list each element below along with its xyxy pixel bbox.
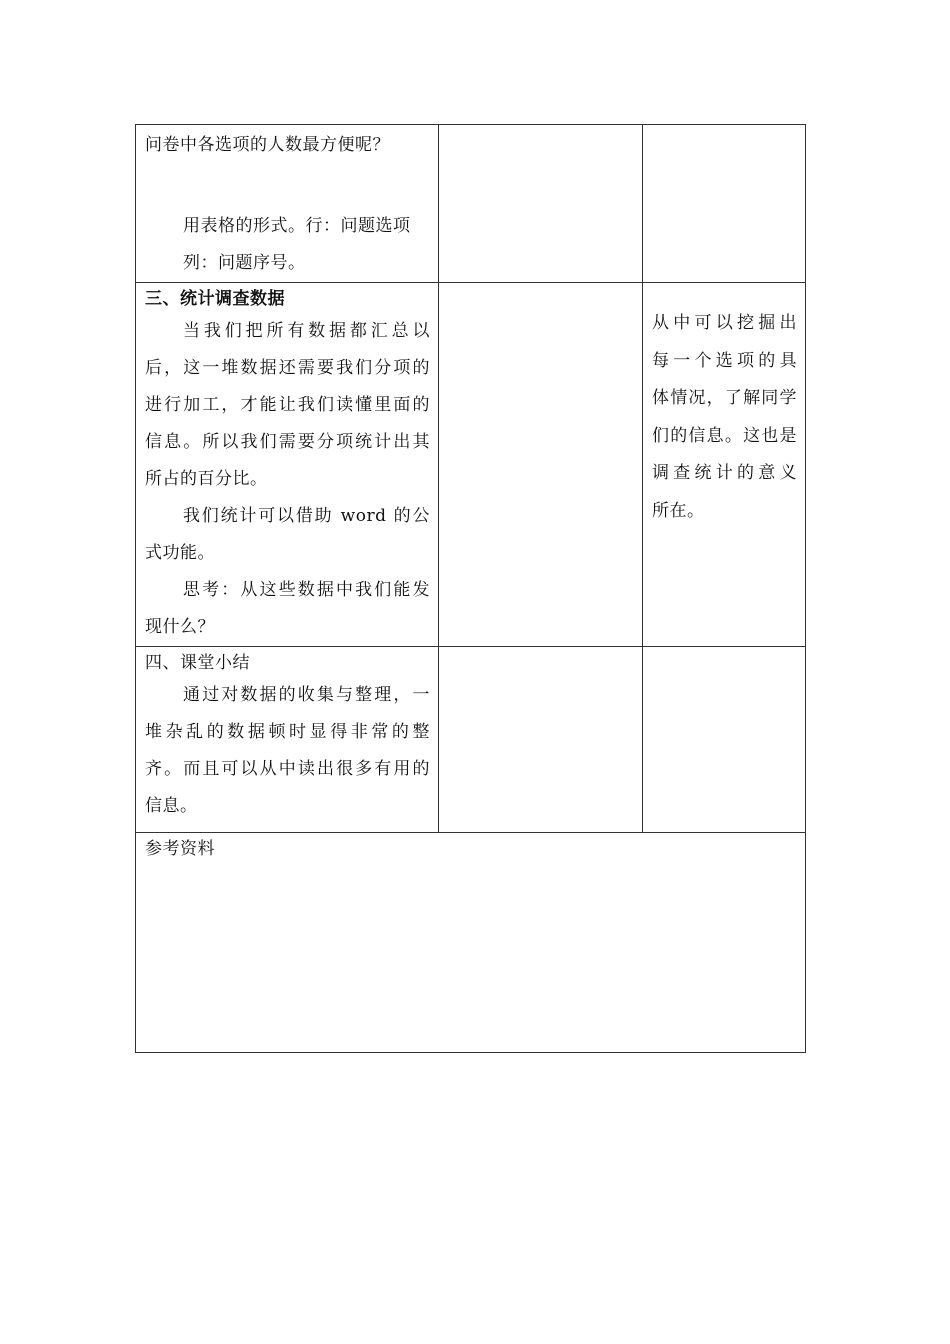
section-heading: 四、课堂小结 — [145, 653, 250, 673]
empty-cell — [643, 125, 806, 283]
table-row — [136, 833, 806, 1053]
text-line: 列：问题序号。 — [183, 253, 306, 273]
note-cell — [643, 283, 806, 647]
text-line: 我们统计可以借助 word 的公 — [183, 506, 430, 526]
text-line: 问卷中各选项的人数最方便呢？ — [145, 135, 390, 155]
note-line: 们的信息。这也是 — [652, 425, 797, 446]
text-line: 后，这一堆数据还需要我们分项的 — [145, 358, 430, 378]
text-line: 进行加工，才能让我们读懂里面的 — [145, 395, 430, 415]
content-cell — [136, 283, 439, 647]
text-line: 用表格的形式。行：问题选项 — [183, 216, 411, 236]
text-line: 齐。而且可以从中读出很多有用的 — [145, 759, 430, 779]
empty-cell — [439, 125, 643, 283]
text-line: 通过对数据的收集与整理，一 — [183, 685, 430, 705]
text-line: 信息。 — [145, 796, 198, 816]
empty-cell — [439, 647, 643, 833]
note-line: 调查统计的意义 — [652, 463, 797, 483]
text-line: 信息。所以我们需要分项统计出其 — [145, 432, 430, 452]
note-line: 每一个选项的具 — [652, 350, 797, 371]
section-heading: 三、统计调查数据 — [145, 289, 285, 309]
text-line: 式功能。 — [145, 543, 215, 563]
section-heading: 参考资料 — [145, 839, 215, 859]
note-line: 所在。 — [652, 500, 705, 521]
empty-cell — [439, 283, 643, 647]
empty-cell — [643, 647, 806, 833]
text-line: 现什么？ — [145, 617, 215, 637]
table-row — [136, 125, 806, 283]
reference-cell — [136, 833, 806, 1053]
note-line: 从中可以挖掘出 — [652, 313, 797, 333]
table-row — [136, 283, 806, 647]
lesson-plan-table — [135, 124, 806, 1053]
content-cell — [136, 125, 439, 283]
text-line: 堆杂乱的数据顿时显得非常的整 — [145, 722, 430, 742]
text-line: 所占的百分比。 — [145, 469, 268, 489]
text-line: 思考：从这些数据中我们能发 — [183, 580, 430, 600]
text-line: 当我们把所有数据都汇总以 — [183, 321, 430, 341]
content-cell — [136, 647, 439, 833]
table-row — [136, 647, 806, 833]
note-line: 体情况，了解同学 — [652, 388, 797, 408]
